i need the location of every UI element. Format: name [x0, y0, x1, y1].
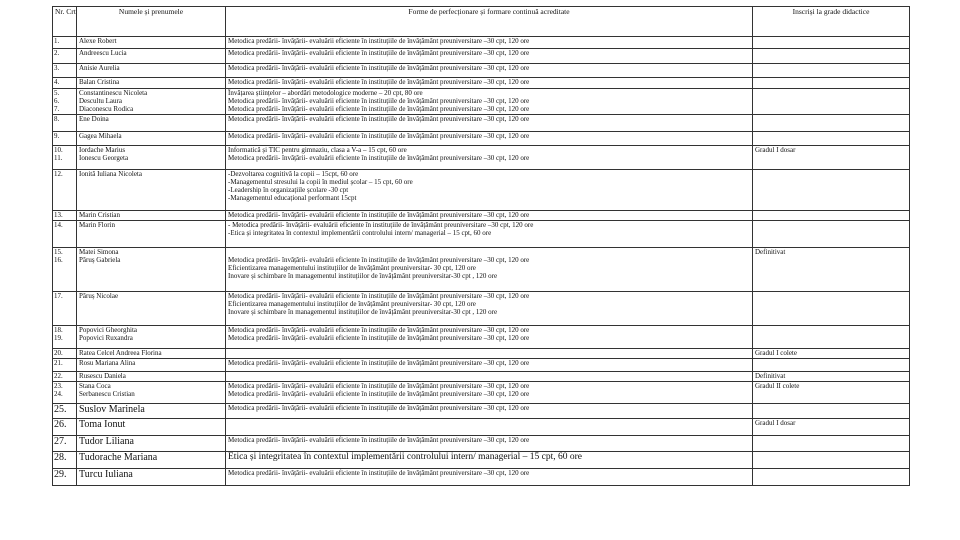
- degree-cell: [753, 89, 910, 115]
- row-number-cell: [53, 114, 77, 131]
- table-row: [53, 131, 910, 145]
- person-name: Suslov Marinela: [79, 403, 145, 415]
- training-course: Metodica predării- învățării- evaluării eficiente în instituțiile de învățământ preuniversitare –30 cpt, 120 ore: [228, 97, 530, 106]
- degree-cell: [753, 325, 910, 348]
- header-forms: Forme de perfecționare și formare continuă acreditate: [226, 7, 753, 37]
- forms-cell: [226, 358, 753, 371]
- degree-status: [755, 115, 907, 123]
- person-name: Rosu Mariana Alina: [79, 358, 136, 367]
- training-course: Metodica predării- învățării- evaluării eficiente în instituțiile de învățământ preuniversitare –30 cpt, 120 ore: [228, 153, 530, 162]
- row-number: 12.: [54, 169, 63, 178]
- name-cell: [77, 89, 226, 115]
- training-course: [228, 248, 750, 256]
- training-course: Informatică și TIC pentru gimnaziu, clasa a V-a – 15 cpt, 60 ore: [228, 145, 407, 154]
- forms-cell: [226, 210, 753, 220]
- degree-status: [755, 211, 907, 219]
- forms-cell: [226, 78, 753, 89]
- table-row: [53, 418, 910, 435]
- training-course: [228, 419, 750, 427]
- degree-cell: [753, 169, 910, 210]
- forms-cell: [226, 451, 753, 468]
- table-row: [53, 89, 910, 115]
- table-row: [53, 114, 910, 131]
- degree-status: Gradul I dosar: [755, 418, 796, 427]
- person-name: Marin Florin: [79, 220, 115, 229]
- degree-cell: [753, 78, 910, 89]
- table-row: [53, 37, 910, 49]
- row-number: 16.: [54, 255, 63, 264]
- name-cell: [77, 451, 226, 468]
- name-cell: [77, 114, 226, 131]
- table-row: [53, 325, 910, 348]
- degree-cell: [753, 131, 910, 145]
- person-name: Popovici Gheorghita: [79, 325, 138, 334]
- name-cell: [77, 381, 226, 403]
- row-number-cell: [53, 451, 77, 468]
- person-name: Ionită Iuliana Nicoleta: [79, 169, 142, 178]
- forms-cell: [226, 325, 753, 348]
- name-cell: [77, 169, 226, 210]
- person-name: Popovici Ruxandra: [79, 333, 133, 342]
- person-name: Iordache Marius: [79, 145, 126, 154]
- forms-cell: [226, 435, 753, 451]
- row-number: 26.: [54, 418, 67, 430]
- person-name: Ratea Celcel Andreea Florina: [79, 348, 162, 357]
- table-body: [53, 37, 910, 486]
- forms-cell: [226, 145, 753, 169]
- forms-cell: [226, 220, 753, 247]
- table-row: [53, 291, 910, 325]
- table-row: [53, 451, 910, 468]
- name-cell: [77, 64, 226, 78]
- degree-status: [755, 452, 907, 460]
- training-course: Inovare și schimbare în managementul instituțiilor de învățământ preuniversitar-30 cpt , 120 ore: [228, 308, 498, 317]
- row-number-cell: [53, 145, 77, 169]
- row-number: 6.: [54, 97, 60, 106]
- forms-cell: [226, 291, 753, 325]
- degree-cell: [753, 381, 910, 403]
- degree-cell: [753, 418, 910, 435]
- forms-cell: [226, 418, 753, 435]
- training-course: Metodica predării- învățării- evaluării eficiente în instituțiile de învățământ preuniversitare –30 cpt, 120 ore: [228, 389, 530, 398]
- row-number-cell: [53, 403, 77, 418]
- person-name: Marin Cristian: [79, 210, 121, 219]
- row-number: 8.: [54, 114, 60, 123]
- degree-status: [755, 89, 907, 97]
- degree-status: Gradul II colete: [755, 381, 800, 390]
- training-course: Metodica predării- învățării- evaluării eficiente în instituțiile de învățământ preuniversitare –30 cpt, 120 ore: [228, 291, 530, 300]
- person-name: Matei Simona: [79, 247, 119, 256]
- row-number: 18.: [54, 325, 63, 334]
- degree-status: [755, 132, 907, 140]
- header-row: [53, 7, 910, 37]
- training-course: -Managementul stresului la copii în mediul școlar – 15 cpt, 60 ore: [228, 177, 413, 186]
- degree-cell: [753, 371, 910, 381]
- person-name: Andreescu Lucia: [79, 49, 127, 57]
- row-number-cell: [53, 78, 77, 89]
- row-number-cell: [53, 325, 77, 348]
- table-row: [53, 247, 910, 291]
- row-number: 28.: [54, 451, 67, 463]
- training-course: - Metodica predării- învățării- evaluării eficiente în instituțiile de învățământ preuniversitare –30 cpt, 120 ore: [228, 220, 534, 229]
- forms-cell: [226, 348, 753, 358]
- row-number: 20.: [54, 348, 63, 357]
- row-number: 14.: [54, 220, 63, 229]
- header-degrees: Inscriși la grade didactice: [753, 7, 910, 37]
- degree-cell: [753, 49, 910, 64]
- degree-status: [755, 359, 907, 367]
- degree-status: [755, 326, 907, 334]
- row-number-cell: [53, 131, 77, 145]
- degree-cell: [753, 64, 910, 78]
- forms-cell: [226, 247, 753, 291]
- name-cell: [77, 145, 226, 169]
- row-number-cell: [53, 291, 77, 325]
- row-number-cell: [53, 348, 77, 358]
- degree-cell: [753, 220, 910, 247]
- name-cell: [77, 358, 226, 371]
- forms-cell: [226, 403, 753, 418]
- degree-status: [755, 469, 907, 477]
- name-cell: [77, 291, 226, 325]
- forms-cell: [226, 89, 753, 115]
- degree-status: [755, 64, 907, 72]
- row-number-cell: [53, 371, 77, 381]
- person-name: Constantinescu Nicoleta: [79, 89, 148, 97]
- row-number-cell: [53, 64, 77, 78]
- row-number: 19.: [54, 333, 63, 342]
- person-name: Serbanescu Cristian: [79, 389, 135, 398]
- training-course: Metodica predării- învățării- evaluării eficiente în instituțiile de învățământ preuniversitare –30 cpt, 120 ore: [228, 403, 530, 412]
- degree-status: [755, 221, 907, 229]
- name-cell: [77, 325, 226, 348]
- name-cell: [77, 403, 226, 418]
- training-course: -Leadership în organizațiile școlare -30 cpt: [228, 186, 349, 195]
- person-name: Gagea Mihaela: [79, 131, 122, 140]
- table-row: [53, 358, 910, 371]
- row-number: 11.: [54, 153, 63, 162]
- header-name: Numele și prenumele: [77, 7, 226, 37]
- training-course: -Managementul educațional performant 15cpt: [228, 194, 357, 203]
- person-name: Tudor Liliana: [79, 435, 134, 447]
- row-number: 10.: [54, 145, 63, 154]
- name-cell: [77, 131, 226, 145]
- training-course: Eficientizarea managementului instituțiilor de învățământ preuniversitar- 30 cpt, 120 ore: [228, 264, 476, 273]
- training-course: Metodica predării- învățării- evaluării eficiente în instituțiile de învățământ preuniversitare –30 cpt, 120 ore: [228, 114, 530, 123]
- person-name: Păruș Gabriela: [79, 255, 121, 264]
- degree-cell: [753, 348, 910, 358]
- degree-cell: [753, 435, 910, 451]
- row-number-cell: [53, 169, 77, 210]
- row-number-cell: [53, 435, 77, 451]
- degree-status: Gradul I dosar: [755, 145, 796, 154]
- row-number-cell: [53, 247, 77, 291]
- degree-status: Definitivat: [755, 247, 786, 256]
- name-cell: [77, 371, 226, 381]
- degree-cell: [753, 468, 910, 485]
- row-number: 3.: [54, 64, 60, 72]
- degree-cell: [753, 145, 910, 169]
- person-name: Anisie Aurelia: [79, 64, 120, 72]
- forms-cell: [226, 37, 753, 49]
- row-number: 4.: [54, 78, 60, 86]
- person-name: Păruș Nicolae: [79, 291, 119, 300]
- training-course: Metodica predării- învățării- evaluării eficiente în instituțiile de învățământ preuniversitare –30 cpt, 120 ore: [228, 468, 530, 477]
- row-number: 25.: [54, 403, 67, 415]
- person-name: Toma Ionut: [79, 418, 126, 430]
- person-name: Alexe Robert: [79, 37, 117, 45]
- header-nr: Nr. Crt: [53, 7, 77, 37]
- person-name: Rusescu Daniela: [79, 371, 126, 380]
- row-number: 17.: [54, 291, 63, 300]
- degree-cell: [753, 114, 910, 131]
- training-table: [52, 6, 910, 486]
- row-number: 21.: [54, 358, 63, 367]
- person-name: Ionescu Georgeta: [79, 153, 129, 162]
- degree-cell: [753, 358, 910, 371]
- name-cell: [77, 220, 226, 247]
- name-cell: [77, 49, 226, 64]
- name-cell: [77, 468, 226, 485]
- degree-status: [755, 37, 907, 45]
- table-row: [53, 220, 910, 247]
- row-number: 2.: [54, 49, 60, 57]
- degree-cell: [753, 451, 910, 468]
- name-cell: [77, 348, 226, 358]
- row-number: 9.: [54, 131, 60, 140]
- degree-cell: [753, 403, 910, 418]
- row-number-cell: [53, 49, 77, 64]
- training-course: Învățarea științelor – abordări metodologice moderne – 20 cpt, 80 ore: [228, 89, 423, 97]
- forms-cell: [226, 64, 753, 78]
- name-cell: [77, 210, 226, 220]
- forms-cell: [226, 468, 753, 485]
- name-cell: [77, 78, 226, 89]
- table-row: [53, 403, 910, 418]
- forms-cell: [226, 131, 753, 145]
- degree-cell: [753, 247, 910, 291]
- table-row: [53, 210, 910, 220]
- row-number-cell: [53, 418, 77, 435]
- forms-cell: [226, 169, 753, 210]
- forms-cell: [226, 114, 753, 131]
- training-course: Metodica predării- învățării- evaluării eficiente în instituțiile de învățământ preuniversitare –30 cpt, 120 ore: [228, 333, 530, 342]
- name-cell: [77, 247, 226, 291]
- degree-status: [755, 404, 907, 412]
- row-number: 7.: [54, 105, 60, 114]
- row-number-cell: [53, 381, 77, 403]
- table-row: [53, 371, 910, 381]
- training-course: Metodica predării- învățării- evaluării eficiente în instituțiile de învățământ preuniversitare –30 cpt, 120 ore: [228, 78, 530, 86]
- person-name: Turcu Iuliana: [79, 468, 133, 480]
- degree-status: Definitivat: [755, 371, 786, 380]
- row-number-cell: [53, 89, 77, 115]
- degree-cell: [753, 291, 910, 325]
- training-course: Metodica predării- învățării- evaluării eficiente în instituțiile de învățământ preuniversitare –30 cpt, 120 ore: [228, 37, 530, 45]
- degree-cell: [753, 210, 910, 220]
- degree-status: [755, 78, 907, 86]
- person-name: Stana Coca: [79, 381, 111, 390]
- row-number: 23.: [54, 381, 63, 390]
- row-number: 22.: [54, 371, 63, 380]
- name-cell: [77, 418, 226, 435]
- degree-status: Gradul I colete: [755, 348, 797, 357]
- training-course: Metodica predării- învățării- evaluării eficiente în instituțiile de învățământ preuniversitare –30 cpt, 120 ore: [228, 131, 530, 140]
- training-course: Metodica predării- învățării- evaluării eficiente în instituțiile de învățământ preuniversitare –30 cpt, 120 ore: [228, 49, 530, 57]
- table-row: [53, 348, 910, 358]
- row-number: 13.: [54, 210, 63, 219]
- table-row: [53, 145, 910, 169]
- row-number-cell: [53, 358, 77, 371]
- training-course: Metodica predării- învățării- evaluării eficiente în instituțiile de învățământ preuniversitare –30 cpt, 120 ore: [228, 255, 530, 264]
- forms-cell: [226, 381, 753, 403]
- degree-cell: [753, 37, 910, 49]
- name-cell: [77, 435, 226, 451]
- table-row: [53, 78, 910, 89]
- training-course: Metodica predării- învățării- evaluării eficiente în instituțiile de învățământ preuniversitare –30 cpt, 120 ore: [228, 435, 530, 444]
- training-course: Eficientizarea managementului instituțiilor de învățământ preuniversitar- 30 cpt, 120 ore: [228, 299, 476, 308]
- forms-cell: [226, 371, 753, 381]
- training-course: Metodica predării- învățării- evaluării eficiente în instituțiile de învățământ preuniversitare –30 cpt, 120 ore: [228, 210, 530, 219]
- degree-status: [755, 292, 907, 300]
- training-course: Metodica predării- învățării- evaluării eficiente în instituțiile de învățământ preuniversitare –30 cpt, 120 ore: [228, 381, 530, 390]
- row-number-cell: [53, 220, 77, 247]
- table-row: [53, 435, 910, 451]
- row-number: 15.: [54, 247, 63, 256]
- training-course: Metodica predării- învățării- evaluării eficiente în instituțiile de învățământ preuniversitare –30 cpt, 120 ore: [228, 325, 530, 334]
- row-number-cell: [53, 468, 77, 485]
- training-course: [228, 349, 750, 357]
- table-row: [53, 64, 910, 78]
- row-number: 1.: [54, 37, 60, 45]
- training-course: -Etica și integritatea în contextul implementării controlului intern/ managerial – 15 cpt, 60 ore: [228, 228, 492, 237]
- person-name: Ene Doina: [79, 114, 109, 123]
- row-number: 24.: [54, 389, 63, 398]
- forms-cell: [226, 49, 753, 64]
- person-name: Descultu Laura: [79, 97, 122, 106]
- row-number-cell: [53, 210, 77, 220]
- training-course: [228, 372, 750, 380]
- degree-status: [755, 49, 907, 57]
- person-name: Diaconescu Rodica: [79, 105, 134, 114]
- training-course: Metodica predării- învățării- evaluării eficiente în instituțiile de învățământ preuniversitare –30 cpt, 120 ore: [228, 358, 530, 367]
- table-row: [53, 169, 910, 210]
- table-row: [53, 49, 910, 64]
- training-course: Metodica predării- învățării- evaluării eficiente în instituțiile de învățământ preuniversitare –30 cpt, 120 ore: [228, 64, 530, 72]
- row-number: 29.: [54, 468, 67, 480]
- row-number: 27.: [54, 435, 67, 447]
- person-name: Balan Cristina: [79, 78, 120, 86]
- person-name: Tudorache Mariana: [79, 451, 158, 463]
- row-number-cell: [53, 37, 77, 49]
- name-cell: [77, 37, 226, 49]
- row-number: 5.: [54, 89, 60, 97]
- table-row: [53, 468, 910, 485]
- degree-status: [755, 436, 907, 444]
- training-course: -Dezvoltarea cognitivă la copii – 15cpt, 60 ore: [228, 169, 359, 178]
- table-row: [53, 381, 910, 403]
- training-course: Metodica predării- învățării- evaluării eficiente în instituțiile de învățământ preuniversitare –30 cpt, 120 ore: [228, 105, 530, 114]
- training-course: Etica și integritatea în contextul implementării controlului intern/ managerial – 15 cpt, 60 ore: [228, 451, 583, 462]
- training-course: Inovare și schimbare în managementul instituțiilor de învățământ preuniversitar-30 cpt , 120 ore: [228, 272, 498, 281]
- degree-status: [755, 170, 907, 178]
